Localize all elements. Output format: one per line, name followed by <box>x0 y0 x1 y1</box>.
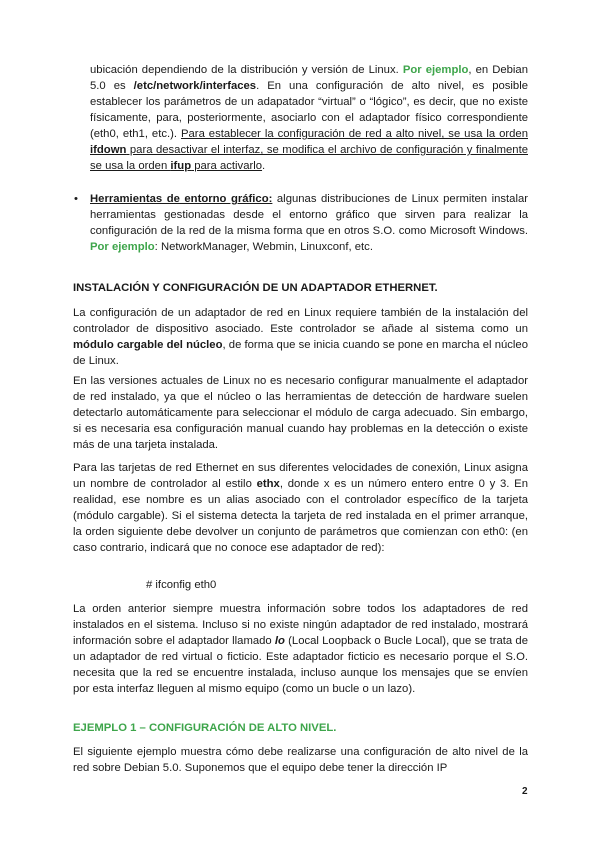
paragraph-interfaces <box>90 62 528 174</box>
command-line: # ifconfig eth0 <box>146 579 217 591</box>
paragraph-example: El siguiente ejemplo muestra cómo debe realizarse una configuración de alto nivel de la red sobre Debian 5.0. Suponemos que el equipo debe tener la dirección IP <box>73 746 528 774</box>
command-ifdown: ifdown <box>90 144 127 156</box>
text: . En una configuración de alto nivel, es posible establecer los parámetros de un adapatador “virtual” o “lógico”, es decir, que no existe físicamente, para, posteriormente, asociarlo con el adaptador físico correspondiente (eth0, eth1, etc.). <box>90 80 528 140</box>
text: : NetworkManager, Webmin, Linuxconf, etc. <box>154 241 373 253</box>
example-label: Por ejemplo <box>402 64 469 76</box>
bold-term: módulo cargable del núcleo <box>73 339 223 351</box>
underlined-text: Para establecer la configuración de red a alto nivel, se usa la orden <box>180 128 528 140</box>
example-label: Por ejemplo <box>90 241 155 253</box>
text: . <box>262 160 266 172</box>
bullet-title: Herramientas de entorno gráfico: <box>90 193 273 205</box>
command-ifup: ifup <box>170 160 192 172</box>
bold-term: ethx <box>256 478 280 490</box>
section-heading: INSTALACIÓN Y CONFIGURACIÓN DE UN ADAPTADOR ETHERNET. <box>73 282 438 294</box>
text: , en Debian 5.0 es <box>90 64 528 92</box>
underlined-text: para activarlo <box>191 160 263 172</box>
text: ubicación dependiendo de la distribución y versión de Linux. <box>90 64 403 76</box>
config-path: /etc/network/interfaces <box>133 80 257 92</box>
text: Para las tarjetas de red Ethernet en sus diferentes velocidades de conexión, Linux asigna un nombre de controlador al estilo <box>73 462 528 490</box>
text: La orden anterior siempre muestra información sobre todos los adaptadores de red instalados en el sistema. Incluso si no existe ningún adaptador de red instalado, mostrará información sobre el adaptador llamado <box>73 603 528 647</box>
text: (Local Loopback o Bucle Local), que se trata de un adaptador de red virtual o ficticio. Este adaptador ficticio es necesario porque el S.O. necesita que la red se encuentre instalada, incluso aunque los mensajes que se envíen por esta interfaz lleguen al mismo equipo (como un bucle o un lazo). <box>73 635 528 695</box>
text: , donde x es un número entero entre 0 y 3. En realidad, ese nombre es un alias asociado con el controlador específico de la tarjeta (módulo cargable). Si el sistema detecta la tarjeta de red instalada en el primer arranque, la orden siguiente debe devolver un conjunto de parámetros que comienzan con eth0: (en caso contrario, indicará que no conoce ese adaptador de red): <box>73 478 529 554</box>
bold-italic-term: lo <box>274 635 285 647</box>
paragraph-module <box>73 305 528 369</box>
paragraph-autodetect: En las versiones actuales de Linux no es necesario configurar manualmente el adaptador de red instalado, ya que el núcleo o las herramientas de detección de hardware suelen detectarlo automáticamente para seleccionar el módulo de carga adecuado. Sin embargo, si es necesaria esa configuración manual cuando hay problemas en la detección o existe más de una tarjeta instalada. <box>73 375 528 451</box>
underlined-text: para desactivar el interfaz, se modifica el archivo de configuración y finalmente se usa la orden <box>90 144 528 172</box>
bullet-graphical-tools <box>90 191 528 255</box>
paragraph-ethx <box>73 460 528 556</box>
bullet-icon: • <box>74 193 78 205</box>
paragraph-loopback <box>73 601 528 697</box>
text: , de forma que se inicia cuando se pone en marcha el núcleo de Linux. <box>73 339 528 367</box>
text: La configuración de un adaptador de red en Linux requiere también de la instalación del controlador de dispositivo asociado. Este controlador se añade al sistema como un <box>73 307 528 335</box>
page-number: 2 <box>522 786 528 797</box>
example-heading: EJEMPLO 1 – CONFIGURACIÓN DE ALTO NIVEL. <box>73 722 337 734</box>
text: algunas distribuciones de Linux permiten instalar herramientas gestionadas desde el entorno gráfico que sirven para realizar la configuración de la red de la misma forma que en otros S.O. como Microsoft Windows. <box>90 193 529 237</box>
